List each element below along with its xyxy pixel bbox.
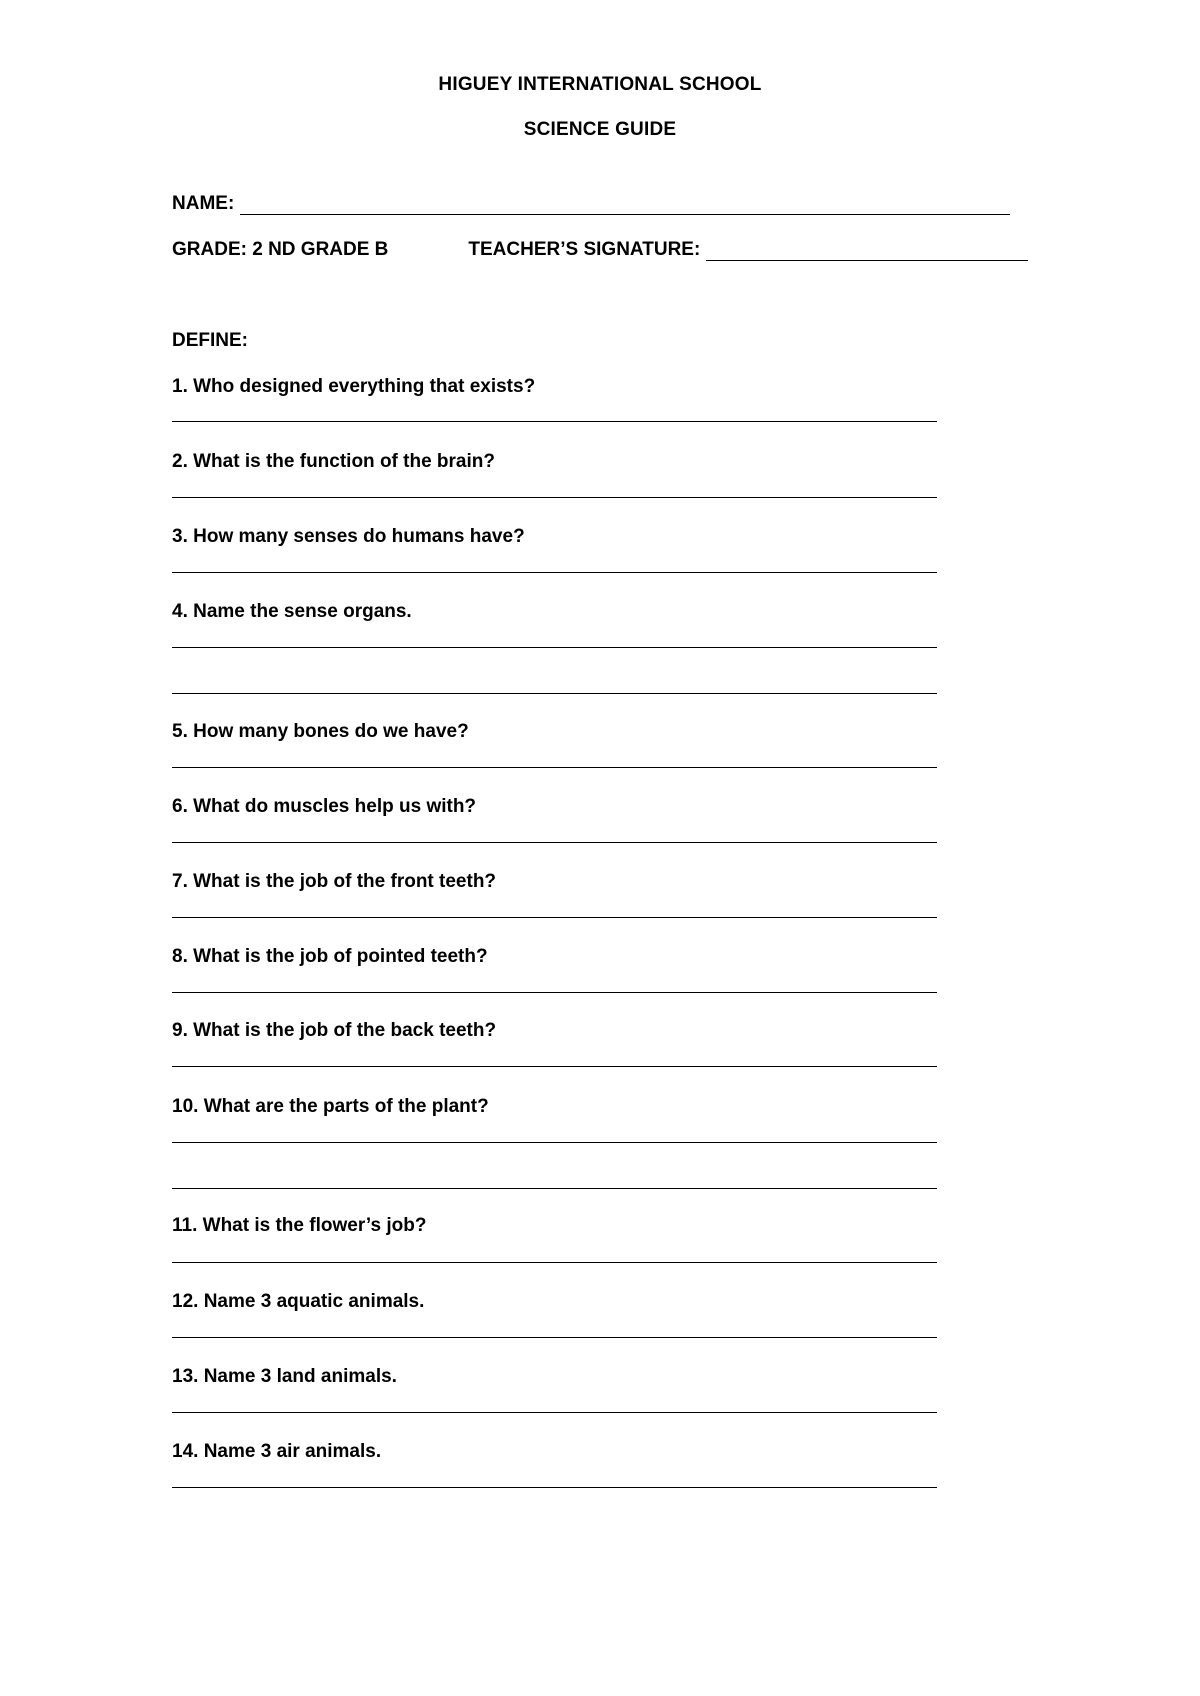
answer-line[interactable] (172, 572, 937, 573)
section-title: DEFINE: (172, 330, 248, 351)
question-text: 14. Name 3 air animals. (172, 1441, 382, 1462)
question-text: 1. Who designed everything that exists? (172, 376, 536, 397)
question-text: 4. Name the sense organs. (172, 601, 412, 622)
answer-line[interactable] (172, 421, 937, 422)
name-blank[interactable] (240, 196, 1010, 215)
name-row (172, 191, 1010, 215)
answer-line[interactable] (172, 1412, 937, 1413)
grade-signature-row (172, 237, 1028, 261)
question-text: 9. What is the job of the back teeth? (172, 1020, 497, 1041)
answer-line[interactable] (172, 917, 937, 918)
signature-label: TEACHER’S SIGNATURE: (468, 239, 701, 260)
question-text: 10. What are the parts of the plant? (172, 1096, 489, 1117)
answer-line[interactable] (172, 497, 937, 498)
answer-line[interactable] (172, 693, 937, 694)
question-text: 8. What is the job of pointed teeth? (172, 946, 488, 967)
question-text: 12. Name 3 aquatic animals. (172, 1291, 425, 1312)
answer-line[interactable] (172, 1337, 937, 1338)
answer-line[interactable] (172, 842, 937, 843)
answer-line[interactable] (172, 1066, 937, 1067)
answer-line[interactable] (172, 1188, 937, 1189)
answer-line[interactable] (172, 647, 937, 648)
answer-line[interactable] (172, 1262, 937, 1263)
answer-line[interactable] (172, 992, 937, 993)
question-text: 2. What is the function of the brain? (172, 451, 495, 472)
grade-label: GRADE: 2 ND GRADE B (172, 239, 389, 260)
question-text: 3. How many senses do humans have? (172, 526, 525, 547)
guide-title: SCIENCE GUIDE (523, 119, 677, 140)
school-name: HIGUEY INTERNATIONAL SCHOOL (438, 74, 762, 95)
question-text: 5. How many bones do we have? (172, 721, 469, 742)
question-text: 11. What is the flower’s job? (172, 1215, 427, 1236)
name-label: NAME: (172, 193, 235, 214)
question-text: 7. What is the job of the front teeth? (172, 871, 497, 892)
answer-line[interactable] (172, 767, 937, 768)
answer-line[interactable] (172, 1142, 937, 1143)
question-text: 13. Name 3 land animals. (172, 1366, 397, 1387)
signature-blank[interactable] (706, 242, 1028, 261)
answer-line[interactable] (172, 1487, 937, 1488)
question-text: 6. What do muscles help us with? (172, 796, 477, 817)
